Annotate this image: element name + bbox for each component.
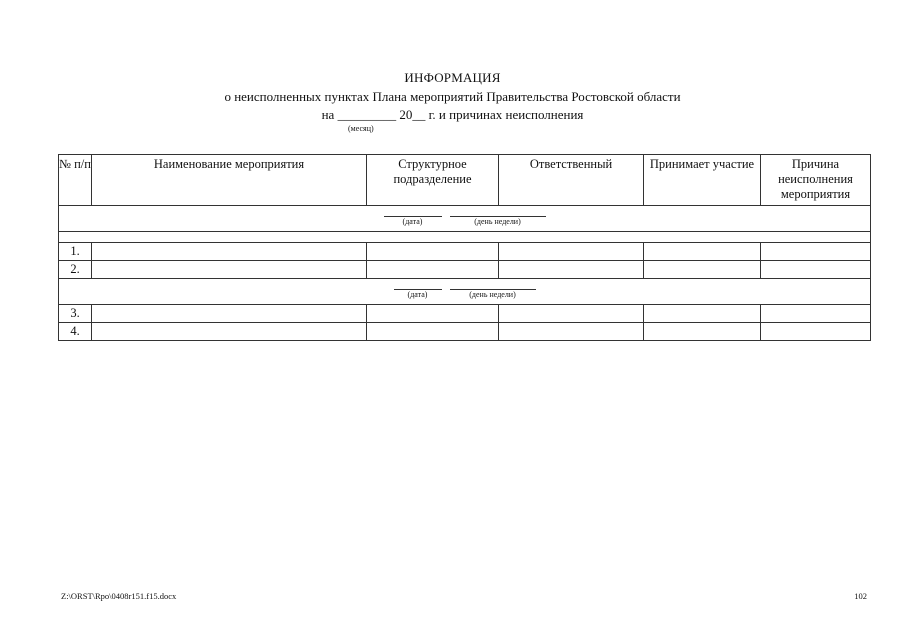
month-caption: (месяц)	[348, 124, 374, 133]
department-cell	[367, 305, 499, 323]
spacer-cell	[59, 232, 871, 243]
footer-file-path: Z:\ORST\Rpo\0408r151.f15.docx	[61, 591, 177, 601]
table-header-row	[59, 155, 871, 206]
row-number: 1.	[59, 243, 92, 261]
event-name-cell	[92, 305, 367, 323]
document-title: ИНФОРМАЦИЯ	[404, 70, 501, 85]
reason-cell	[761, 243, 871, 261]
date-row-2	[59, 279, 871, 305]
event-name-cell	[92, 323, 367, 341]
report-table-container	[58, 154, 870, 341]
participant-cell	[644, 305, 761, 323]
department-cell	[367, 243, 499, 261]
date-cell-1	[59, 206, 871, 232]
department-cell	[367, 323, 499, 341]
date-cell-2	[59, 279, 871, 305]
participant-cell	[644, 243, 761, 261]
responsible-cell	[499, 323, 644, 341]
reason-cell	[761, 305, 871, 323]
weekday-caption: (день недели)	[450, 289, 536, 299]
header-participant: Принимает участие	[644, 155, 761, 206]
weekday-caption: (день недели)	[450, 216, 546, 226]
event-name-cell	[92, 243, 367, 261]
report-period-line: на _________ 20__ г. и причинах неисполнения	[321, 107, 584, 122]
table-row	[59, 323, 871, 341]
row-number: 4.	[59, 323, 92, 341]
document-subtitle: о неисполненных пунктах Плана мероприятий Правительства Ростовской области	[224, 89, 681, 104]
header-responsible: Ответственный	[499, 155, 644, 206]
department-cell	[367, 261, 499, 279]
header-reason: Причина неисполнения мероприятия	[761, 155, 871, 206]
table-row	[59, 243, 871, 261]
event-name-cell	[92, 261, 367, 279]
spacer-row	[59, 232, 871, 243]
table-row	[59, 305, 871, 323]
date-caption: (дата)	[384, 216, 442, 226]
header-department: Структурное подразделение	[367, 155, 499, 206]
participant-cell	[644, 323, 761, 341]
row-number: 2.	[59, 261, 92, 279]
responsible-cell	[499, 305, 644, 323]
header-number: № п/п	[59, 155, 92, 206]
row-number: 3.	[59, 305, 92, 323]
responsible-cell	[499, 261, 644, 279]
header-event-name: Наименование мероприятия	[92, 155, 367, 206]
participant-cell	[644, 261, 761, 279]
footer-page-number: 102	[854, 591, 867, 601]
report-table	[58, 154, 871, 341]
reason-cell	[761, 323, 871, 341]
reason-cell	[761, 261, 871, 279]
responsible-cell	[499, 243, 644, 261]
date-caption: (дата)	[394, 289, 442, 299]
date-row-1	[59, 206, 871, 232]
table-row	[59, 261, 871, 279]
